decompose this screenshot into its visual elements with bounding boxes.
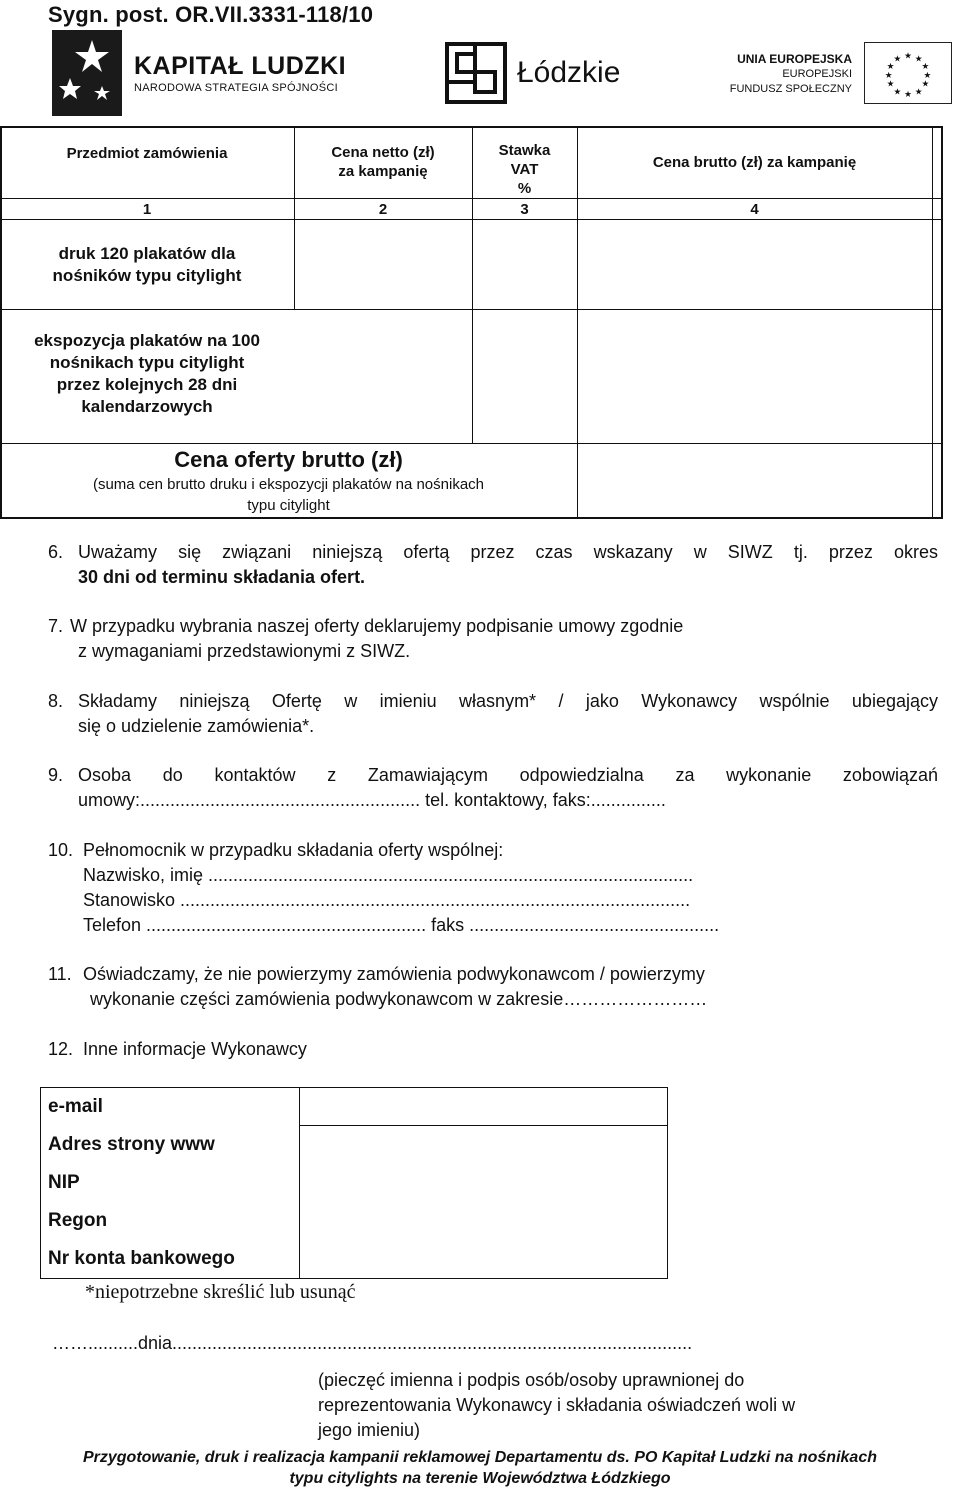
total-cell <box>0 446 577 516</box>
eu-line-2: EUROPEJSKI <box>782 68 852 80</box>
item-number: 12. <box>48 1039 74 1059</box>
contact-label: NIP <box>48 1172 80 1193</box>
contact-row-regon <box>41 1202 669 1240</box>
svg-text:★: ★ <box>884 70 893 81</box>
item-number: 11. <box>48 964 72 984</box>
contact-row-bank-account <box>41 1240 669 1278</box>
item-number: 9. <box>48 765 64 785</box>
item-text: Oświadczamy, że nie powierzymy zamówienia podwykonawcom / powierzymy <box>83 964 705 984</box>
eu-line-3: FUNDUSZ SPOŁECZNY <box>729 83 852 95</box>
svg-text:★: ★ <box>923 70 932 81</box>
item-11 <box>48 962 938 1012</box>
contact-label: Regon <box>48 1210 108 1231</box>
contact-person-line: umowy:........................................................ tel. kontaktowy, faks:............... <box>78 790 666 810</box>
eu-stars-flag-icon <box>864 42 952 104</box>
email-field[interactable] <box>299 1088 667 1126</box>
svg-text:★: ★ <box>914 87 923 98</box>
svg-text:★: ★ <box>886 62 895 73</box>
header-gross-price: Cena brutto (zł) za kampanię <box>652 153 857 171</box>
item-number: 8. <box>48 691 64 711</box>
lodzkie-logo <box>445 42 635 108</box>
kapital-ludzki-logo <box>48 28 348 118</box>
contractor-info-table <box>40 1087 668 1279</box>
proxy-position-line: Stanowisko ...................................................................................................... <box>83 890 691 910</box>
svg-text:★: ★ <box>893 87 902 98</box>
header-net-price: Cena netto (zł) za kampanię <box>331 144 435 180</box>
item-text: Uważamy się związani niniejszą ofertą przez czas wskazany w SIWZ tj. przez okres <box>78 542 938 562</box>
svg-text:★: ★ <box>914 54 923 65</box>
item-text-bold: 30 dni od terminu składania ofert. <box>78 567 366 587</box>
svg-text:★: ★ <box>886 79 895 90</box>
item-6 <box>48 540 938 590</box>
header-vat: Stawka VAT % <box>498 141 551 197</box>
item-text: W przypadku wybrania naszej oferty deklarujemy podpisanie umowy zgodnie <box>70 616 684 636</box>
col-number: 2 <box>378 200 388 218</box>
col-number: 4 <box>750 200 759 218</box>
item-10 <box>48 838 938 938</box>
contact-row-www <box>41 1126 669 1164</box>
subcontract-line: wykonanie części zamówienia podwykonawcom w zakresie…………………… <box>90 989 708 1009</box>
item-9 <box>48 763 938 813</box>
contact-row-nip <box>41 1164 669 1202</box>
contact-label: Nr konta bankowego <box>48 1248 235 1269</box>
page-footer: Przygotowanie, druk i realizacja kampanii reklamowej Departamentu ds. PO Kapitał Ludzki na nośnikach typu citylights na terenie Województwa Łódzkiego <box>82 1449 877 1487</box>
kapital-ludzki-emblem-icon <box>52 30 122 116</box>
svg-text:★: ★ <box>921 62 930 73</box>
item-text: Pełnomocnik w przypadku składania oferty wspólnej: <box>83 840 504 860</box>
item-text: Osoba do kontaktów z Zamawiającym odpowiedzialna za wykonanie zobowiązań <box>78 765 938 785</box>
row-print-posters: druk 120 plakatów dla nośników typu citylight <box>52 244 242 285</box>
www-field[interactable] <box>299 1126 667 1164</box>
svg-text:★: ★ <box>893 54 902 65</box>
svg-text:★: ★ <box>904 90 912 101</box>
item-number: 7. <box>48 616 64 636</box>
footnote: *niepotrzebne skreślić lub usunąć <box>85 1281 356 1303</box>
signature-note: (pieczęć imienna i podpis osób/osoby uprawnionej do reprezentowania Wykonawcy i składania oświadczeń woli w jego imieniu) <box>318 1370 796 1440</box>
regon-field[interactable] <box>299 1202 667 1240</box>
proxy-name-line: Nazwisko, imię ................................................................................................. <box>83 865 694 885</box>
nip-field[interactable] <box>299 1164 667 1202</box>
row-poster-exposure: ekspozycja plakatów na 100 nośnikach typu citylight przez kolejnych 28 dni kalendarzowych <box>34 331 260 416</box>
total-title: Cena oferty brutto (zł) <box>174 447 403 472</box>
lodzkie-emblem-icon <box>445 42 507 104</box>
item-text: Inne informacje Wykonawcy <box>83 1039 307 1059</box>
item-text: z wymaganiami przedstawionymi z SIWZ. <box>78 641 411 661</box>
item-number: 10. <box>48 840 74 860</box>
date-line: ……..........dnia........................................................................................................ <box>52 1333 693 1353</box>
svg-text:★: ★ <box>904 51 912 62</box>
proxy-phone-fax-line: Telefon ........................................................ faks .................................................. <box>83 915 720 935</box>
eu-logo <box>730 42 952 108</box>
bank-account-field[interactable] <box>299 1240 667 1278</box>
item-text: się o udzielenie zamówienia*. <box>78 716 315 736</box>
item-text: Składamy niniejszą Ofertę w imieniu własnym* / jako Wykonawcy wspólnie ubiegający <box>78 691 938 711</box>
col-number: 3 <box>520 200 529 218</box>
item-number: 6. <box>48 542 64 562</box>
contact-label: Adres strony www <box>48 1134 215 1155</box>
svg-text:★: ★ <box>921 79 930 90</box>
contact-label: e-mail <box>48 1096 103 1117</box>
document-reference: Sygn. post. OR.VII.3331-118/10 <box>48 2 374 27</box>
kapital-ludzki-subtitle: NARODOWA STRATEGIA SPÓJNOŚCI <box>134 82 338 94</box>
header-subject: Przedmiot zamówienia <box>66 144 228 162</box>
item-12 <box>48 1037 938 1062</box>
item-8 <box>48 689 938 739</box>
item-7 <box>48 614 938 664</box>
col-number: 1 <box>142 200 152 218</box>
total-note: (suma cen brutto druku i ekspozycji plakatów na nośnikach typu citylight <box>92 476 485 514</box>
contact-row-email <box>41 1088 669 1126</box>
kapital-ludzki-title: KAPITAŁ LUDZKI <box>134 52 347 80</box>
eu-line-1: UNIA EUROPEJSKA <box>737 52 852 66</box>
lodzkie-text: Łódzkie <box>517 56 621 89</box>
